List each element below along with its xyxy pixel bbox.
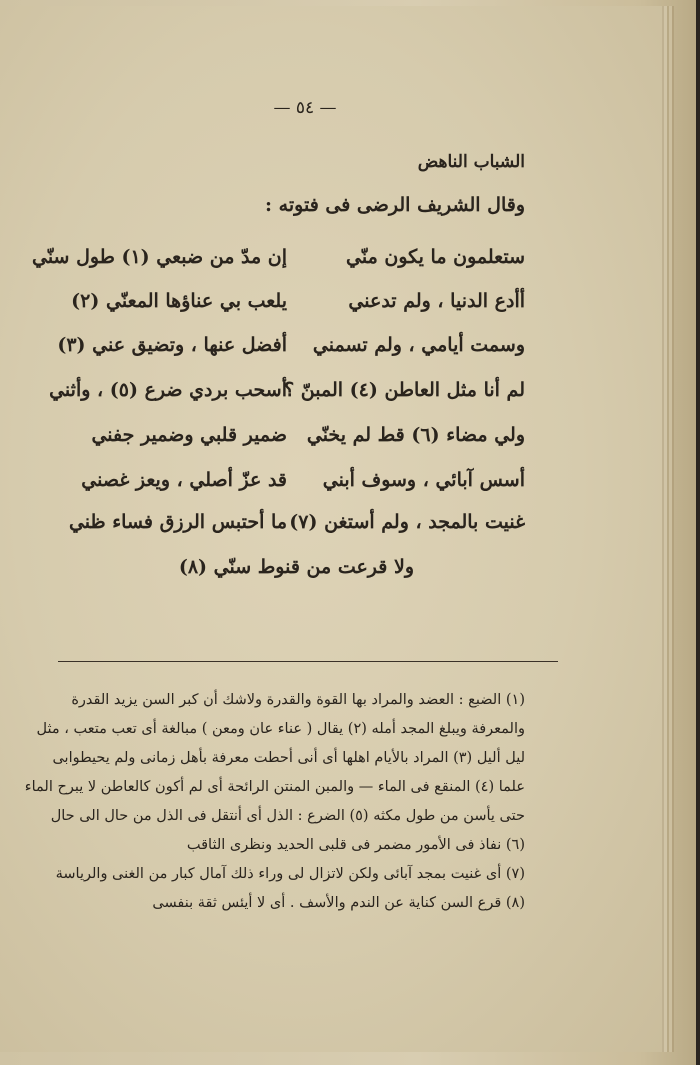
verse-line: [0, 424, 662, 458]
verse-line: [0, 379, 662, 413]
verse-hemistich-first: غنيت بالمجد ، ولم أستغن (٧): [289, 511, 525, 533]
verse-hemistich-second: ضمير قلبي وضمير جفني: [91, 424, 287, 446]
footnote-line: (٦) نفاذ فى الأمور مضمر فى قلبى الحديد ونظرى الثاقب: [186, 837, 525, 853]
verse-hemistich-second: قد عزّ أصلي ، ويعز غصني: [81, 469, 287, 491]
verse-hemistich-first: لم أنا مثل العاطن (٤) المبنّ ؟: [284, 379, 525, 401]
section-heading: الشباب الناهض: [417, 152, 525, 172]
verse-line: [0, 511, 662, 545]
footnote-line: (٧) أى غنيت بمجد آبائى ولكن لاتزال لى وراء ذلك آمال كبار من الغنى والرياسة: [55, 866, 525, 882]
footnote-line: (١) الضبع : العضد والمراد بها القوة والقدرة ولاشك أن كبر السن يزيد القدرة: [71, 692, 525, 708]
page-number: — ٥٤ —: [273, 98, 337, 118]
footnote-line: (٨) قرع السن كناية عن الندم والأسف . أى لا أيئس ثقة بنفسى: [152, 895, 525, 911]
verse-hemistich-first: وسمت أيامي ، ولم تسمني: [312, 334, 525, 356]
verse-hemistich-second: إن مدّ من ضبعي (١) طول سنّي: [31, 246, 287, 268]
verse-hemistich-second: أسحب بردي ضرع (٥) ، وأثني: [49, 379, 287, 401]
final-verse-line: ولا قرعت من قنوط سنّي (٨): [178, 556, 414, 578]
book-page: [0, 6, 662, 1052]
verse-hemistich-first: أأدع الدنيا ، ولم تدعني: [348, 290, 525, 312]
verse-line: [0, 246, 662, 280]
footnote-line: والمعرفة ويبلغ المجد أمله (٢) يقال ( عناء عان ومعن ) مبالغة أى تعب متعب ، مثل: [36, 721, 525, 737]
verse-hemistich-second: ما أحتبس الرزق فساء ظني: [68, 511, 287, 533]
verse-hemistich-second: يلعب بي عناؤها المعنّي (٢): [71, 290, 287, 312]
footnote-line: حتى يأسن من طول مكثه (٥) الضرع : الذل أى أنتقل فى الذل من حال الى حال: [50, 808, 525, 824]
footnote-divider: [58, 661, 558, 662]
verse-hemistich-first: ستعلمون ما يكون منّي: [346, 246, 525, 268]
footnote-line: ليل أليل (٣) المراد بالأيام اهلها أى أنى أحطت معرفة بأهل زمانى ولم يحيطوابى: [52, 750, 525, 766]
verse-line: [0, 290, 662, 324]
verse-line: [0, 334, 662, 368]
footnote-line: علما (٤) المنقع فى الماء — والمبن المنتن الرائحة أى لم أكون كالعاطن لا يبرح الماء: [24, 779, 525, 795]
verse-line: [0, 469, 662, 503]
verse-hemistich-first: ولي مضاء (٦) قط لم يخنّي: [306, 424, 525, 446]
verse-hemistich-first: أسس آبائي ، وسوف أبني: [322, 469, 525, 491]
poem-intro: وقال الشريف الرضى فى فتوته :: [265, 194, 525, 216]
footnotes: [15, 686, 525, 918]
verse-hemistich-second: أفضل عنها ، وتضيق عني (٣): [57, 334, 287, 356]
